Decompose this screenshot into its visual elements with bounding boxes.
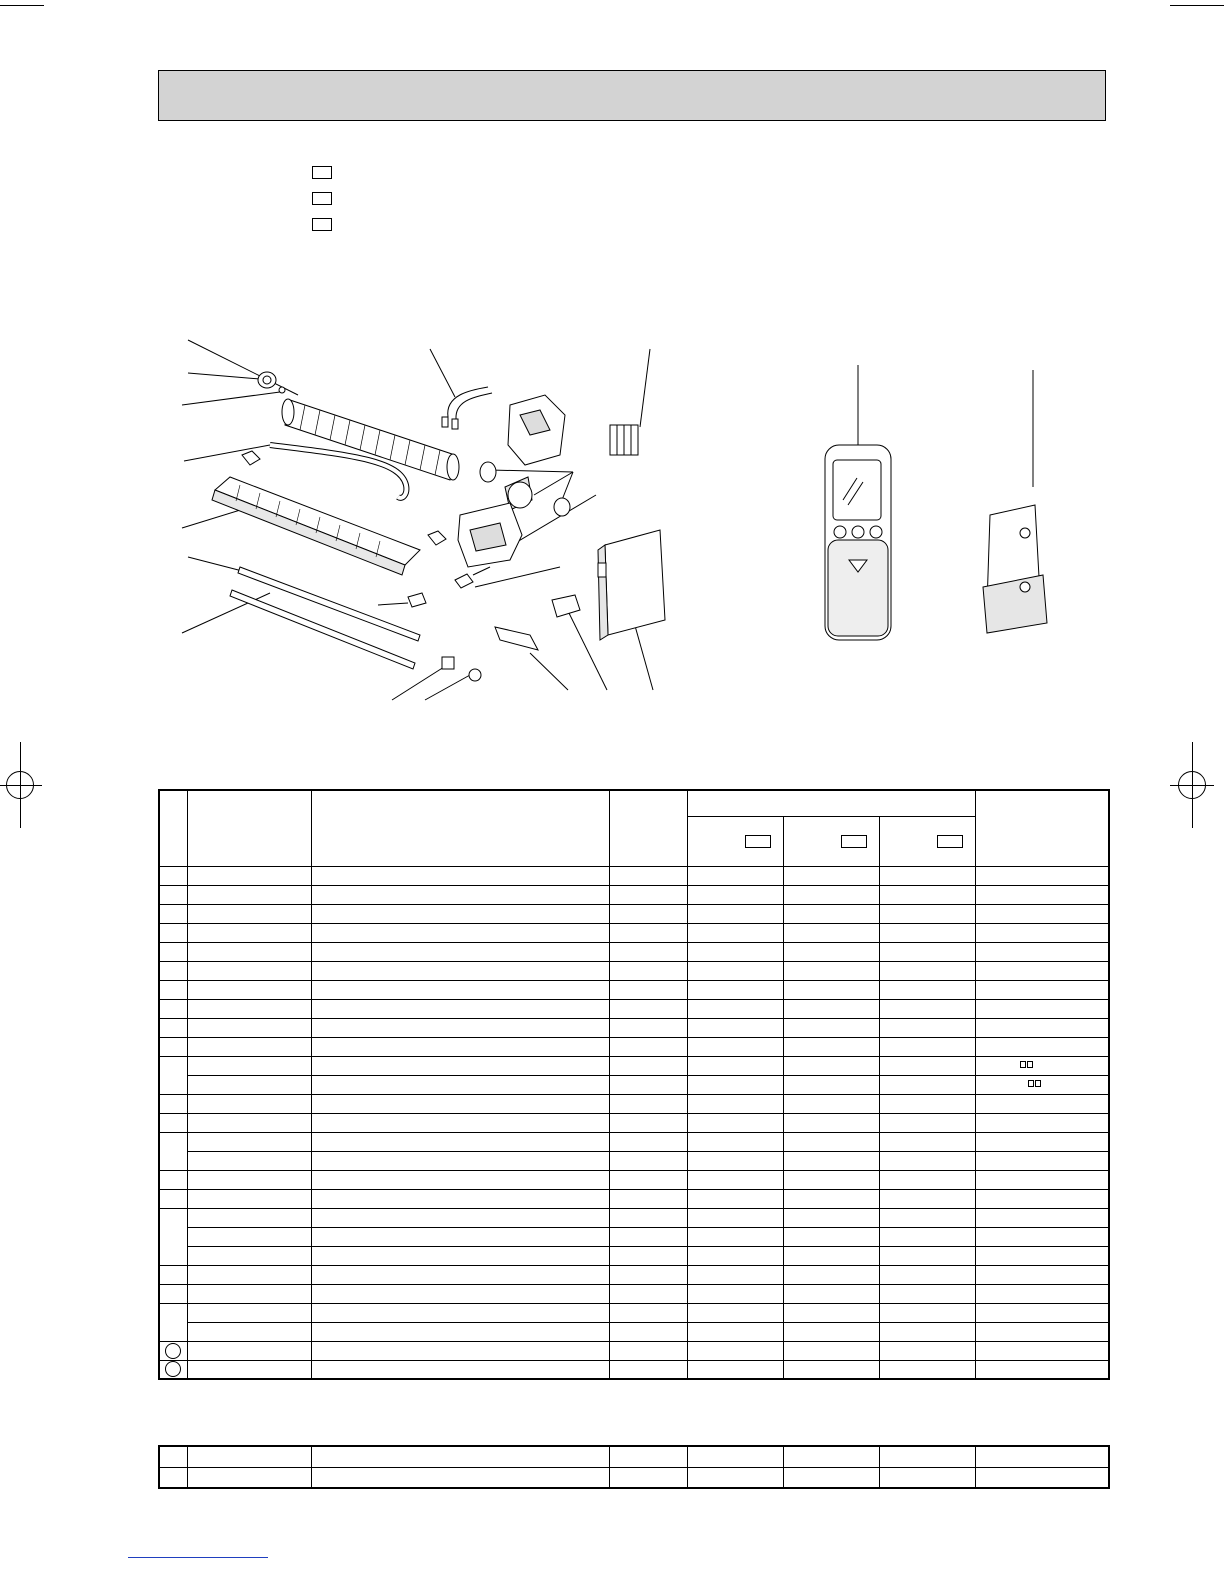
cross-flow-fan-icon	[282, 399, 459, 480]
header-part-name	[311, 790, 609, 866]
remote-controller-icon	[825, 445, 891, 640]
table-row	[159, 1208, 1109, 1227]
header-model-b	[783, 816, 879, 866]
vane-icon	[230, 567, 420, 669]
model-c-box	[937, 835, 963, 848]
header-remarks	[975, 790, 1109, 866]
header-part-no	[187, 790, 311, 866]
table-row	[159, 1265, 1109, 1284]
table-row	[159, 961, 1109, 980]
table-row	[159, 1360, 1109, 1379]
louver-assembly-icon	[212, 477, 420, 575]
table-row	[159, 1227, 1109, 1246]
registration-circle-left	[6, 771, 34, 799]
table-row	[159, 1341, 1109, 1360]
model-legend-box-3	[312, 218, 332, 231]
table-row	[159, 1151, 1109, 1170]
crop-mark-top-right	[1170, 5, 1224, 6]
table-row	[159, 1322, 1109, 1341]
remarks-marks	[975, 1075, 1109, 1094]
accessory-marker-circle	[159, 1360, 187, 1379]
model-legend-box-1	[312, 166, 332, 179]
table-row	[159, 1132, 1109, 1151]
table-row	[159, 1446, 1109, 1467]
control-board-icon	[598, 530, 665, 640]
table-header-row-1	[159, 790, 1109, 816]
table-row	[159, 904, 1109, 923]
remarks-marks	[975, 1056, 1109, 1075]
table-row	[159, 1246, 1109, 1265]
table-row	[159, 1056, 1109, 1075]
table-row	[159, 1075, 1109, 1094]
motor-holder-icon	[458, 503, 522, 567]
header-no	[159, 790, 187, 866]
terminal-block-icon	[610, 425, 638, 455]
table-row	[159, 1189, 1109, 1208]
lead-wire-icon	[442, 387, 492, 429]
table-row	[159, 1037, 1109, 1056]
table-row	[159, 1170, 1109, 1189]
table-row	[159, 866, 1109, 885]
motor-mount-icon	[508, 395, 565, 465]
table-row	[159, 942, 1109, 961]
accessory-parts-table	[158, 1445, 1110, 1489]
remote-controller-holder-icon	[983, 505, 1047, 633]
accessory-marker-circle	[159, 1341, 187, 1360]
parts-list-table	[158, 789, 1110, 1380]
registration-circle-right	[1178, 771, 1206, 799]
table-row	[159, 1018, 1109, 1037]
model-legend-box-2	[312, 192, 332, 205]
model-b-box	[841, 835, 867, 848]
footer-link-underline[interactable]	[128, 1557, 268, 1558]
bearing-icon	[258, 372, 285, 393]
header-model-a	[687, 816, 783, 866]
table-row	[159, 1467, 1109, 1488]
receiver-board-icon	[552, 595, 580, 617]
remote-controller-diagram	[815, 360, 905, 650]
crop-mark-top-left	[0, 5, 44, 6]
table-row	[159, 1303, 1109, 1322]
remote-holder-diagram	[975, 365, 1055, 645]
indoor-unit-parts-diagram	[170, 335, 690, 710]
table-row	[159, 1094, 1109, 1113]
table-row	[159, 1284, 1109, 1303]
table-row	[159, 980, 1109, 999]
section-title-bar	[158, 70, 1106, 121]
table-row	[159, 1113, 1109, 1132]
header-model-c	[879, 816, 975, 866]
header-qty-group	[687, 790, 975, 816]
model-a-box	[745, 835, 771, 848]
header-symbol	[609, 790, 687, 866]
table-row	[159, 885, 1109, 904]
table-row	[159, 923, 1109, 942]
table-row	[159, 999, 1109, 1018]
